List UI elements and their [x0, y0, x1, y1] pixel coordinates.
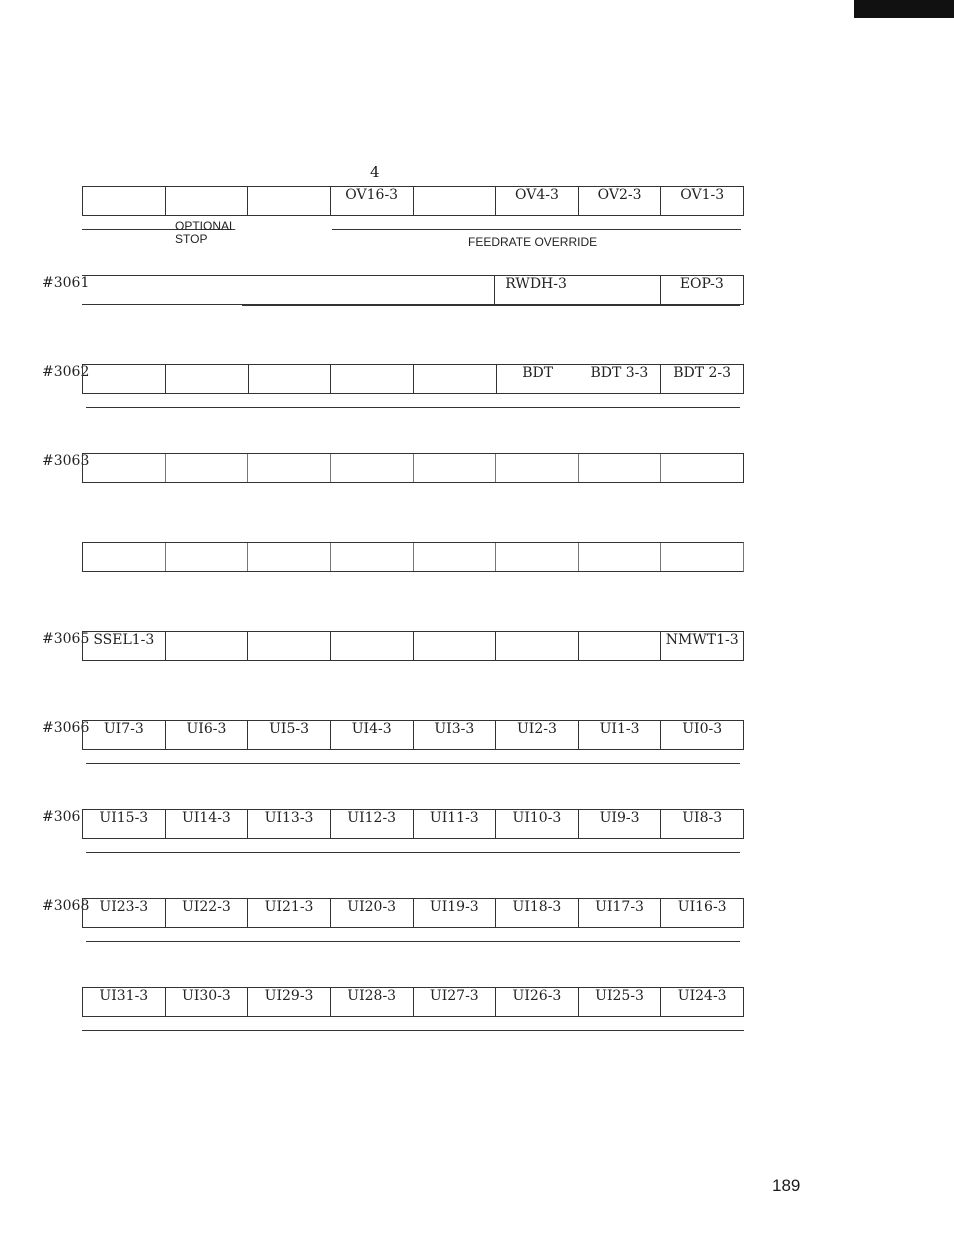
feedrate-override-caption: FEEDRATE OVERRIDE: [468, 235, 598, 249]
bit-1: [577, 276, 660, 304]
bit-2: UI18-3: [496, 899, 579, 927]
bit-0: OV1-3: [680, 187, 725, 203]
register-label: [42, 987, 82, 1017]
bit-3: [414, 632, 497, 660]
bit-cells: [82, 987, 744, 1017]
bit-cells: [82, 720, 744, 750]
bit-7: [83, 187, 166, 215]
bit-2: RWDH-3: [505, 276, 567, 292]
register-label: #3062: [42, 364, 90, 380]
bit-4: UI4-3: [331, 721, 414, 749]
bit-number-header: 4: [370, 163, 380, 181]
bit-1: UI17-3: [579, 899, 662, 927]
register-row-3063: [0, 453, 954, 487]
bit-2: [496, 543, 579, 571]
bit-0: UI0-3: [682, 721, 723, 737]
row-underline: [86, 852, 740, 853]
bit-7: [83, 454, 166, 482]
bit-5: [247, 276, 329, 304]
bit-3: UI19-3: [414, 899, 497, 927]
bit-cells: [82, 275, 744, 305]
bit-0: NMWT1-3: [665, 632, 739, 648]
bit-0: BDT 2-3: [673, 365, 732, 381]
bit-1: OV2-3: [579, 187, 662, 215]
bit-7: [82, 276, 164, 304]
bit-3: UI11-3: [414, 810, 497, 838]
bit-0: UI8-3: [682, 810, 723, 826]
register-row-3067: [0, 809, 954, 843]
bit-5: [248, 187, 331, 215]
register-label: #3068: [42, 898, 90, 914]
bit-7: UI23-3: [83, 899, 166, 927]
bit-3: [414, 365, 497, 393]
bit-1: UI25-3: [579, 988, 662, 1016]
bit-6: [166, 187, 249, 215]
bit-6: [166, 454, 249, 482]
register-label: #3063: [42, 453, 90, 469]
bit-0: UI16-3: [677, 899, 727, 915]
bit-5: [248, 543, 331, 571]
bit-2: UI10-3: [496, 810, 579, 838]
register-label: #3065: [42, 631, 90, 647]
bit-5: UI5-3: [248, 721, 331, 749]
register-row-3064: [0, 542, 954, 576]
bit-1: [579, 632, 662, 660]
bit-0: [661, 543, 743, 571]
bit-0: [661, 454, 743, 482]
register-row-3061: [0, 275, 954, 309]
bit-4: [331, 632, 414, 660]
optional-stop-caption: OPTIONAL STOP: [175, 219, 236, 246]
register-row-3066: [0, 720, 954, 754]
register-row-3062: [0, 364, 954, 398]
bit-2: OV4-3: [496, 187, 579, 215]
bit-7: UI15-3: [83, 810, 166, 838]
bit-4: OV16-3: [331, 187, 414, 215]
bit-4: [331, 543, 414, 571]
bit-1: [579, 543, 662, 571]
register-row-3069: [0, 987, 954, 1021]
register-label: #306: [42, 809, 81, 825]
bit-7: [83, 543, 166, 571]
feedrate-override-underline: [332, 229, 741, 230]
page-number: 189: [772, 1176, 801, 1195]
row-underline: [86, 941, 740, 942]
bit-7: UI7-3: [83, 721, 166, 749]
bit-5: UI29-3: [248, 988, 331, 1016]
bit-4: [329, 276, 411, 304]
register-label: [42, 542, 82, 572]
register-row-3065: [0, 631, 954, 665]
bit-cells: [82, 364, 744, 394]
bit-cells: [82, 631, 744, 661]
register-row-3068: [0, 898, 954, 932]
bit-4: [331, 365, 414, 393]
bit-cells: [82, 186, 744, 216]
bit-4: UI20-3: [331, 899, 414, 927]
register-label: #3066: [42, 720, 90, 736]
bit-3: [414, 187, 497, 215]
bit-2: [496, 454, 579, 482]
row-3061-underline: [242, 305, 740, 306]
bit-3: UI3-3: [414, 721, 497, 749]
bit-2: UI2-3: [496, 721, 579, 749]
bit-5: UI13-3: [248, 810, 331, 838]
bit-1: UI9-3: [579, 810, 662, 838]
bit-1: [579, 454, 662, 482]
register-label: [42, 186, 82, 216]
bit-5: [249, 365, 332, 393]
bit-7: UI31-3: [83, 988, 166, 1016]
bit-3: [414, 454, 497, 482]
bit-2: UI26-3: [496, 988, 579, 1016]
bit-5: [248, 454, 331, 482]
bit-6: [166, 632, 249, 660]
row-underline: [86, 763, 740, 764]
register-label: #3061: [42, 275, 90, 291]
bit-4: [331, 454, 414, 482]
bit-3: UI27-3: [414, 988, 497, 1016]
bit-0: UI24-3: [677, 988, 727, 1004]
bit-6: UI6-3: [166, 721, 249, 749]
row-underline: [82, 1030, 744, 1031]
bit-cells: [82, 809, 744, 839]
bit-6: UI30-3: [166, 988, 249, 1016]
bit-cells: [82, 542, 744, 572]
bit-6: UI14-3: [166, 810, 249, 838]
bit-7: [83, 365, 166, 393]
bit-1: UI1-3: [579, 721, 662, 749]
register-row-top: [0, 186, 954, 220]
bit-6: [164, 276, 246, 304]
bit-3: [412, 276, 495, 304]
bit-5: UI21-3: [248, 899, 331, 927]
bit-4: UI28-3: [331, 988, 414, 1016]
scan-corner-mark: [854, 0, 954, 18]
bit-cells: [82, 453, 744, 483]
bit-6: [166, 543, 249, 571]
bit-2: BDT: [522, 365, 554, 381]
bit-4: UI12-3: [331, 810, 414, 838]
bit-6: [166, 365, 249, 393]
bit-2: [496, 632, 579, 660]
bit-0: EOP-3: [679, 276, 724, 292]
bit-1: BDT 3-3: [579, 365, 662, 393]
bit-6: UI22-3: [166, 899, 249, 927]
bit-cells: [82, 898, 744, 928]
bit-5: [248, 632, 331, 660]
row-underline: [86, 407, 740, 408]
bit-3: [414, 543, 497, 571]
bit-7: SSEL1-3: [83, 632, 166, 660]
